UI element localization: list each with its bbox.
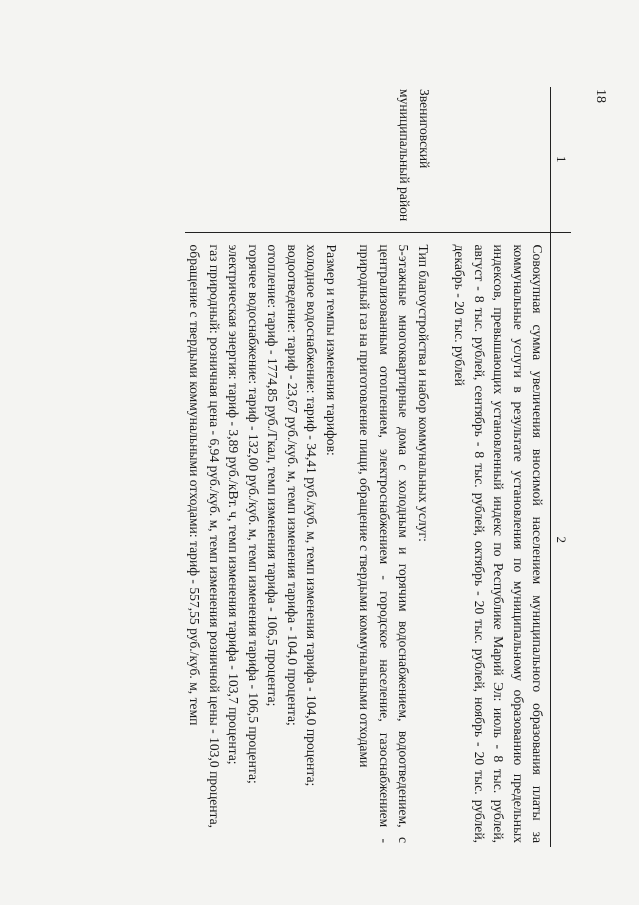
rotated-landscape-table: [116, 87, 571, 847]
infrastructure-text: 5-этажные многоквартирные дома с холодным и горячим водоснабжением, водоотведением, с централизованным отоплением, электроснабжением - городское население, газоснабжением - природный газ на приготовление пищи, обращение с твердыми коммунальными отходами: [357, 244, 412, 843]
column-1-header: 1: [551, 87, 571, 232]
content-cell: [436, 232, 551, 847]
region-cell: [185, 87, 436, 232]
infrastructure-title: Тип благоустройства и набор коммунальных услуг:: [416, 244, 431, 542]
header-row: [551, 87, 571, 847]
tariff-line: холодное водоснабжение: тариф - 34,41 руб./куб. м, темп изменения тарифа - 104,0 процента;: [304, 244, 320, 787]
infrastructure-block: [355, 245, 433, 844]
tariff-line: водоотведение: тариф - 23,67 руб./куб. м, темп изменения тарифа - 104,0 процента;: [285, 244, 300, 726]
tariff-line: газ природный: розничная цена - 6,94 руб./куб. м, темп изменения розничной цены - 103,0 процента,: [207, 244, 222, 829]
tariff-line: электрическая энергия: тариф - 3,89 руб./кВт. ч, темп изменения тарифа - 103,7 процента;: [226, 244, 242, 765]
tariffs-title: Размер и темпы изменения тарифов:: [324, 244, 339, 456]
region-cell-empty: [436, 87, 551, 232]
tariff-line: отопление: тариф - 1774,85 руб./Гкал, темп изменения тарифа - 106,5 процента;: [265, 244, 281, 707]
indices-paragraph: Совокупная сумма увеличения вносимой населением муниципального образования платы за коммунальные услуги в результате установления по муниципальному образованию предельных индексов, превышающих установленный индекс по Республике Марий Эл: июль - 8 тыс. рублей, август - 8 тыс. рублей, сентябрь - 8 тыс. рублей, октябрь - 20 тыс. рублей, ноябрь - 20 тыс. рублей, декабрь - 20 тыс. рублей: [452, 244, 546, 843]
content-cell: [185, 232, 436, 847]
tariff-line: обращение с твердыми коммунальными отходами: тариф - 557,55 руб./куб. м, темп: [187, 244, 203, 726]
tariff-table: [185, 87, 571, 847]
table-row: [185, 87, 436, 847]
table-row: [436, 87, 551, 847]
column-2-header: 2: [551, 232, 571, 847]
tariffs-block: [185, 245, 341, 844]
region-name: Звениговский муниципальный район: [397, 89, 432, 222]
page-number: 18: [593, 89, 608, 103]
tariff-line: горячее водоснабжение: тариф - 132,00 руб./куб. м, темп изменения тарифа - 106,5 процента;: [246, 244, 261, 784]
